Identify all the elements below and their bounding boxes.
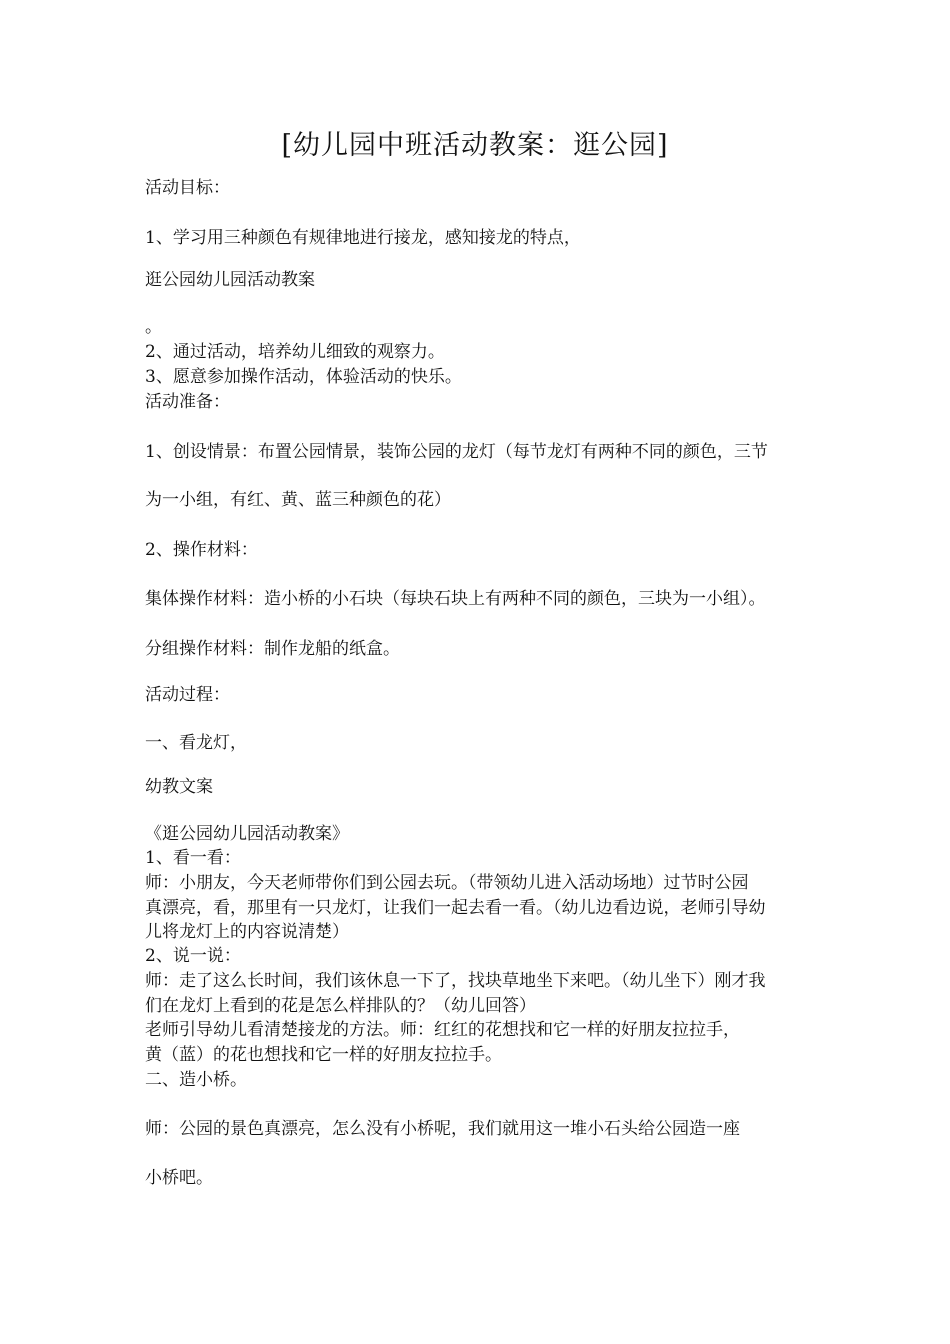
paragraph: 分组操作材料：制作龙船的纸盒。 [145,639,400,659]
paragraph: 为一小组，有红、黄、蓝三种颜色的花） [145,490,451,510]
paragraph: 3、愿意参加操作活动，体验活动的快乐。 [145,367,462,387]
paragraph: 2、说一说： [145,946,241,966]
paragraph: 小桥吧。 [145,1168,213,1188]
heading-activity-preparation: 活动准备： [145,392,230,412]
paragraph: 师：公园的景色真漂亮，怎么没有小桥呢，我们就用这一堆小石头给公园造一座 [145,1119,740,1139]
heading-activity-process: 活动过程： [145,685,230,705]
paragraph: 儿将龙灯上的内容说清楚） [145,922,349,942]
paragraph: 1、学习用三种颜色有规律地进行接龙，感知接龙的特点， [145,228,581,248]
paragraph: 一、看龙灯， [145,733,247,753]
paragraph: 。 [145,317,162,337]
paragraph: 1、创设情景：布置公园情景，装饰公园的龙灯（每节龙灯有两种不同的颜色，三节 [145,442,768,462]
paragraph: 幼教文案 [145,777,213,797]
paragraph: 师：走了这么长时间，我们该休息一下了，找块草地坐下来吧。（幼儿坐下）刚才我 [145,971,766,991]
paragraph: 二、造小桥。 [145,1070,247,1090]
paragraph: 《逛公园幼儿园活动教案》 [145,824,349,844]
paragraph: 集体操作材料：造小桥的小石块（每块石块上有两种不同的颜色，三块为一小组）。 [145,589,766,609]
paragraph: 们在龙灯上看到的花是怎么样排队的？（幼儿回答） [145,996,536,1016]
paragraph: 逛公园幼儿园活动教案 [145,270,315,290]
paragraph: 真漂亮，看，那里有一只龙灯，让我们一起去看一看。（幼儿边看边说，老师引导幼 [145,898,766,918]
paragraph: 师：小朋友，今天老师带你们到公园去玩。（带领幼儿进入活动场地）过节时公园 [145,873,749,893]
paragraph: 黄（蓝）的花也想找和它一样的好朋友拉拉手。 [145,1045,502,1065]
paragraph: 2、通过活动，培养幼儿细致的观察力。 [145,342,445,362]
paragraph: 老师引导幼儿看清楚接龙的方法。师：红红的花想找和它一样的好朋友拉拉手， [145,1020,740,1040]
paragraph: 1、看一看： [145,848,241,868]
paragraph: 2、操作材料： [145,540,258,560]
heading-activity-goals: 活动目标： [145,178,230,198]
document-title: [幼儿园中班活动教案：逛公园] [281,130,669,161]
